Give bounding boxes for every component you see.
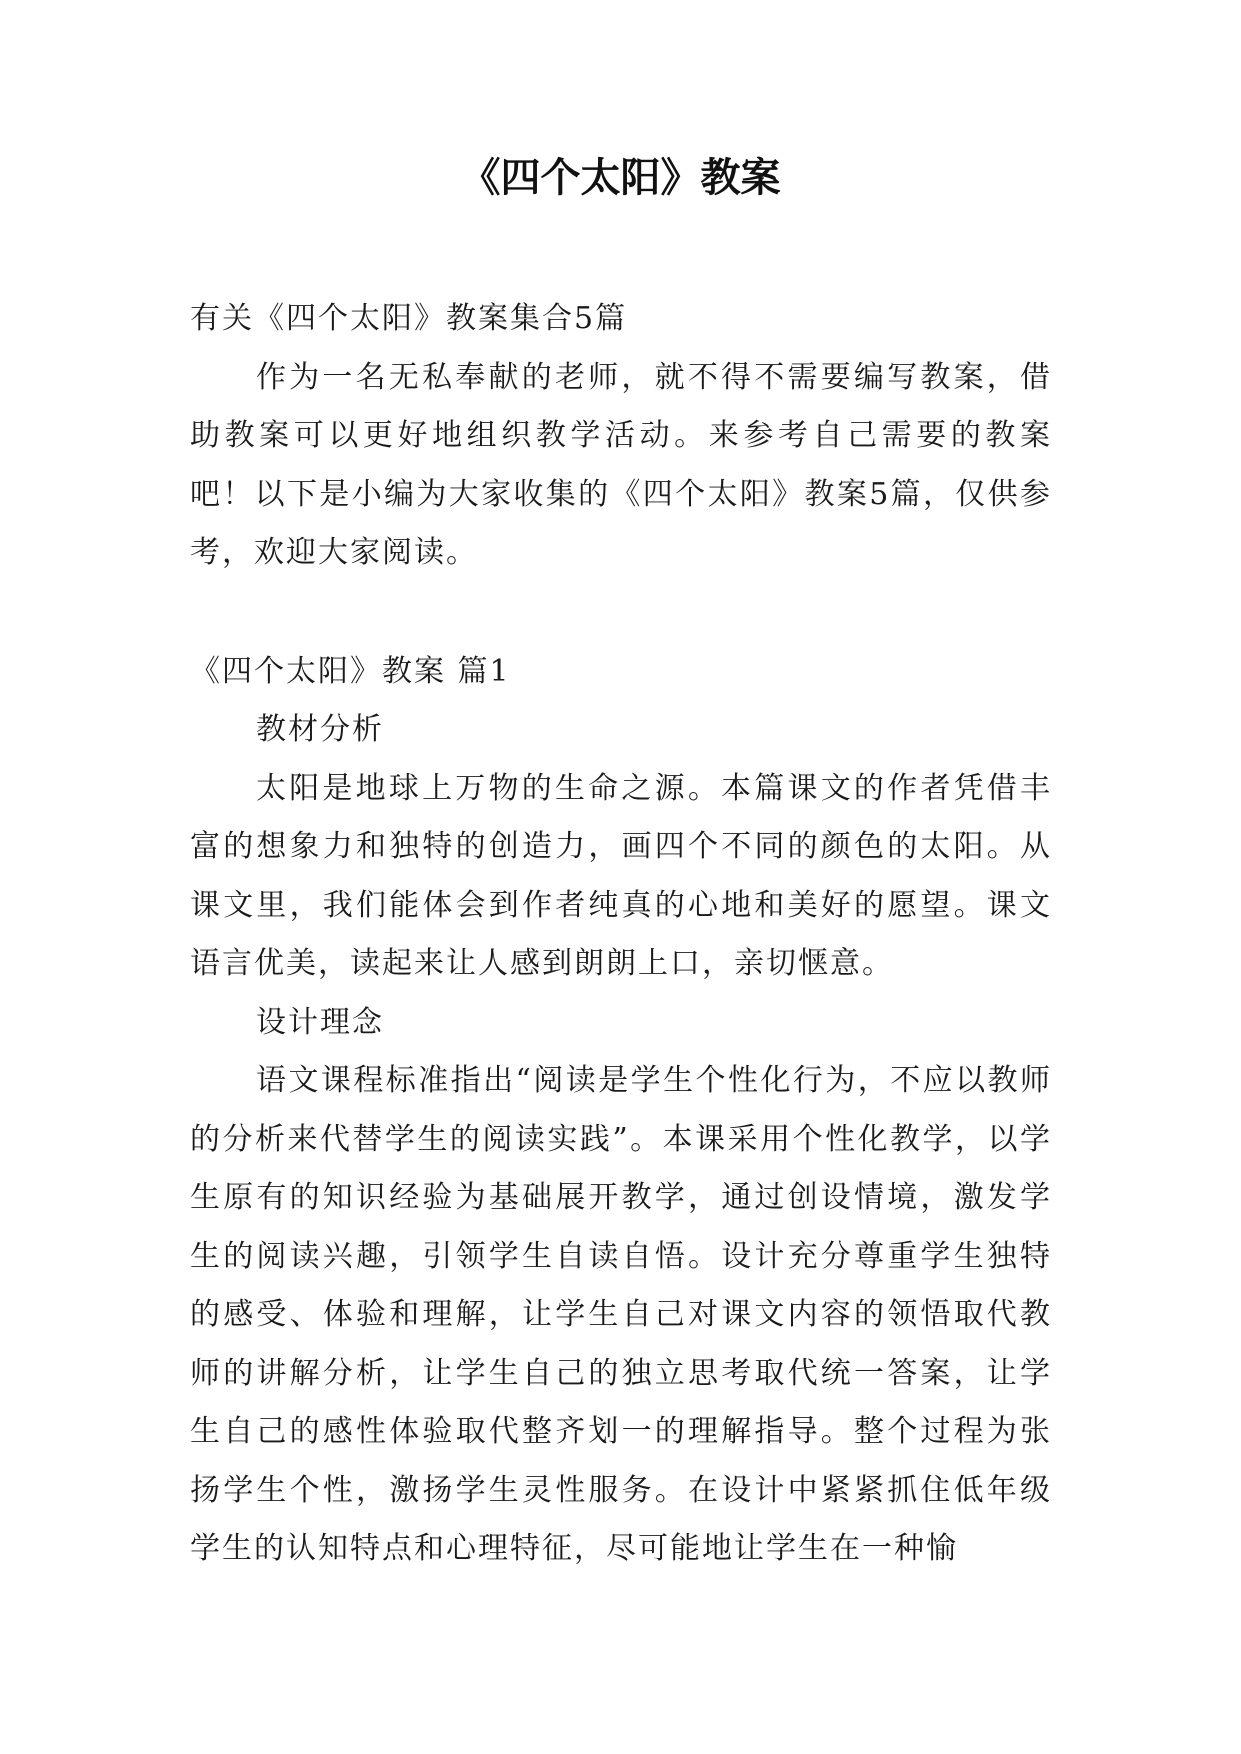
concept-paragraph: 语文课程标准指出“阅读是学生个性化行为，不应以教师的分析来代替学生的阅读实践”。本课采用个性化教学，以学生原有的知识经验为基础展开教学，通过创设情境，激发学生的阅读兴趣，引领学生自读自悟。设计充分尊重学生独特的感受、体验和理解，让学生自己对课文内容的领悟取代教师的讲解分析，让学生自己的独立思考取代统一答案，让学生自己的感性体验取代整齐划一的理解指导。整个过程为张扬学生个性，激扬学生灵性服务。在设计中紧紧抓住低年级学生的认知特点和心理特征，尽可能地让学生在一种愉 [190,1063,1052,1566]
concept-heading: 设计理念 [256,1004,384,1040]
document-subtitle: 有关《四个太阳》教案集合5篇 [190,301,628,336]
document-title: 《四个太阳》教案 [460,154,781,201]
document-body [190,290,1052,1579]
analysis-paragraph: 太阳是地球上万物的生命之源。本篇课文的作者凭借丰富的想象力和独特的创造力，画四个不同的颜色的太阳。从课文里，我们能体会到作者纯真的心地和美好的愿望。课文语言优美，读起来让人感到朗朗上口，亲切惬意。 [190,770,1052,981]
analysis-heading: 教材分析 [256,712,384,747]
intro-paragraph: 作为一名无私奉献的老师，就不得不需要编写教案，借助教案可以更好地组织教学活动。来参考自己需要的教案吧！以下是小编为大家收集的《四个太阳》教案5篇，仅供参考，欢迎大家阅读。 [190,359,1052,570]
section-heading: 《四个太阳》教案 篇1 [190,653,511,689]
